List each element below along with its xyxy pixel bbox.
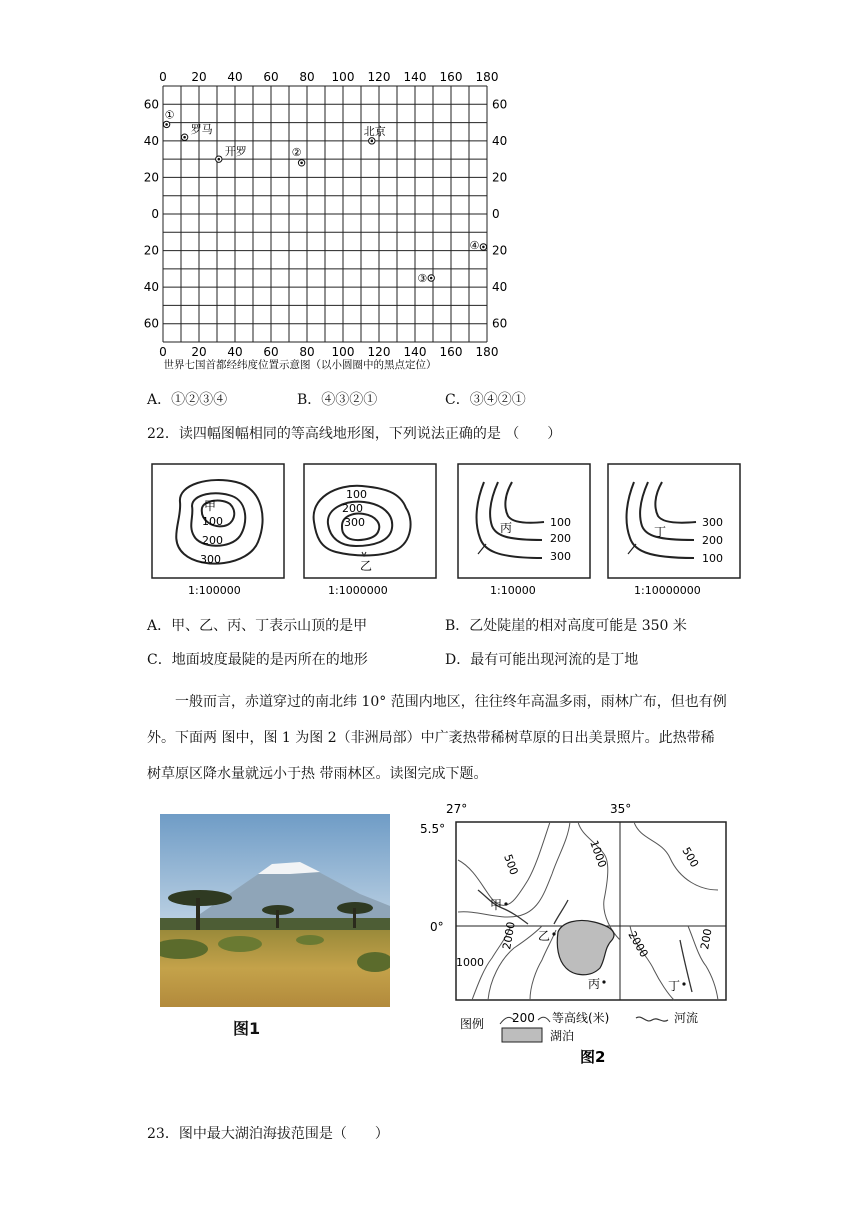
y-tick-label-left: 40 <box>143 280 159 295</box>
grid-map-caption: 世界七国首都经纬度位置示意图（以小圆圈中的黑点定位） <box>163 359 437 371</box>
x-tick-label-bottom: 160 <box>439 345 463 359</box>
map-place-bing: 丙 <box>588 977 601 991</box>
contour-jia-mark: 甲 <box>204 499 217 513</box>
contour-bing-label-2: 200 <box>550 532 571 545</box>
map-legend-title: 图例 <box>460 1017 485 1031</box>
contour-jia-label-2: 200 <box>202 534 223 547</box>
capital-dot <box>430 277 433 280</box>
map-lat-5-5: 5.5° <box>420 822 446 836</box>
capital-dot <box>218 158 221 161</box>
q22-option-c[interactable]: C．地面坡度最陡的是丙所在的地形 <box>147 652 368 668</box>
map-place-ding: 丁 <box>668 979 681 993</box>
map-lat-0: 0° <box>430 920 444 934</box>
contour-ding-label-1: 300 <box>702 516 723 529</box>
q23-stem: 23．图中最大湖泊海拔范围是（ ） <box>147 1126 389 1142</box>
map-lon-27: 27° <box>446 802 468 816</box>
contour-bing-scale: 1:10000 <box>490 584 536 597</box>
capital-label: 开罗 <box>224 145 247 159</box>
map-contour-label-2000b: 2000 <box>500 920 518 951</box>
x-tick-label-top: 0 <box>159 70 167 84</box>
q22-stem: 22．读四幅图幅相同的等高线地形图，下列说法正确的是 （ ） <box>147 426 562 442</box>
contour-yi-mark: 乙 <box>360 559 373 573</box>
map-lon-35: 35° <box>610 802 632 816</box>
capital-dot <box>482 246 485 249</box>
africa-region-map <box>418 800 738 1070</box>
capital-dot <box>371 140 374 143</box>
q22-option-d[interactable]: D．最有可能出现河流的是丁地 <box>445 652 639 668</box>
contour-ding-label-2: 200 <box>702 534 723 547</box>
savanna-photo <box>160 814 390 1007</box>
contour-bing-label-1: 100 <box>550 516 571 529</box>
q22-option-a[interactable]: A．甲、乙、丙、丁表示山顶的是甲 <box>147 618 368 634</box>
map-contour-label-200: 200 <box>698 927 715 951</box>
contour-ding-label-3: 100 <box>702 552 723 565</box>
capitals-grid-map <box>140 66 520 372</box>
contour-bing-label-3: 300 <box>550 550 571 563</box>
figure1-caption: 图1 <box>233 1019 261 1038</box>
x-tick-label-top: 100 <box>331 70 355 84</box>
x-tick-label-bottom: 140 <box>403 345 427 359</box>
x-tick-label-bottom: 100 <box>331 345 355 359</box>
map-contour-label-2000a: 2000 <box>625 929 651 960</box>
q21-option-a[interactable]: A．①②③④ <box>147 392 228 408</box>
y-tick-label-right: 60 <box>492 316 508 331</box>
contour-yi-label-1: 100 <box>346 488 367 501</box>
y-tick-label-right: 0 <box>492 207 500 221</box>
capital-label: 北京 <box>363 124 386 138</box>
x-tick-label-top: 20 <box>191 70 207 84</box>
x-tick-label-top: 40 <box>227 70 243 84</box>
reading-passage: 一般而言，赤道穿过的南北纬 10° 范围内地区，往往终年高温多雨，雨林广布，但也有例外。下面两 图中，图 1 为图 2（非洲局部）中广袤热带稀树草原的日出美景照片。此热带稀树草原区降水量就远小于热 带雨林区。读图完成下题。 <box>147 694 727 782</box>
y-tick-label-left: 20 <box>143 243 159 258</box>
x-tick-label-bottom: 60 <box>263 345 279 359</box>
x-tick-label-bottom: 20 <box>191 345 207 359</box>
capital-label: ② <box>291 145 302 159</box>
capital-label: 罗马 <box>190 123 213 137</box>
figure2-caption: 图2 <box>580 1048 606 1066</box>
capital-label: ① <box>164 108 175 122</box>
contour-yi-label-3: 300 <box>344 516 365 529</box>
x-tick-label-top: 80 <box>299 70 315 84</box>
y-tick-label-left: 60 <box>143 316 159 331</box>
q22-option-b[interactable]: B．乙处陡崖的相对高度可能是 350 米 <box>445 618 687 634</box>
contour-map-jia <box>150 462 286 600</box>
map-legend-contour-text: 等高线(米) <box>552 1011 610 1025</box>
x-tick-label-top: 120 <box>367 70 391 84</box>
y-tick-label-left: 60 <box>143 97 159 112</box>
x-tick-label-bottom: 180 <box>475 345 499 359</box>
q21-option-c[interactable]: C．③④②① <box>445 392 526 408</box>
y-tick-label-right: 20 <box>492 170 508 185</box>
x-tick-label-top: 160 <box>439 70 463 84</box>
capital-dot <box>165 123 168 126</box>
map-contour-label-1000b: 1000 <box>456 956 484 969</box>
contour-bing-mark: 丙 <box>500 521 513 535</box>
contour-map-yi <box>302 462 438 600</box>
map-legend-lake: 湖泊 <box>550 1029 575 1043</box>
contour-jia-label-3: 300 <box>200 553 221 566</box>
contour-ding-scale: 1:10000000 <box>634 584 701 597</box>
y-tick-label-left: 40 <box>143 133 159 148</box>
x-tick-label-top: 180 <box>475 70 499 84</box>
x-tick-label-bottom: 0 <box>159 345 167 359</box>
contour-ding-mark: 丁 <box>654 525 667 539</box>
map-contour-label-500a: 500 <box>501 852 521 877</box>
y-tick-label-right: 20 <box>492 243 508 258</box>
map-contour-label-500b: 500 <box>679 845 702 870</box>
map-place-yi: 乙 <box>538 929 551 943</box>
x-tick-label-top: 140 <box>403 70 427 84</box>
x-tick-label-bottom: 120 <box>367 345 391 359</box>
y-tick-label-right: 60 <box>492 97 508 112</box>
contour-yi-scale: 1:1000000 <box>328 584 388 597</box>
capital-dot <box>300 162 303 165</box>
capital-label: ③ <box>417 272 428 285</box>
y-tick-label-right: 40 <box>492 280 508 295</box>
contour-jia-label-1: 100 <box>202 515 223 528</box>
contour-yi-label-2: 200 <box>342 502 363 515</box>
capital-label: ④ <box>469 238 480 252</box>
x-tick-label-bottom: 80 <box>299 345 315 359</box>
map-contour-label-1000a: 1000 <box>587 838 609 870</box>
q21-option-b[interactable]: B．④③②① <box>297 392 378 408</box>
contour-jia-scale: 1:100000 <box>188 584 241 597</box>
x-tick-label-bottom: 40 <box>227 345 243 359</box>
contour-map-bing <box>456 462 592 600</box>
x-tick-label-top: 60 <box>263 70 279 84</box>
y-tick-label-left: 20 <box>143 170 159 185</box>
capital-dot <box>183 136 186 139</box>
y-tick-label-right: 40 <box>492 133 508 148</box>
y-tick-label-left: 0 <box>151 207 159 221</box>
map-legend-river: 河流 <box>674 1011 699 1025</box>
map-legend-contour-value: 200 <box>512 1011 535 1025</box>
contour-map-ding <box>606 462 742 600</box>
map-place-jia: 甲 <box>490 898 503 912</box>
